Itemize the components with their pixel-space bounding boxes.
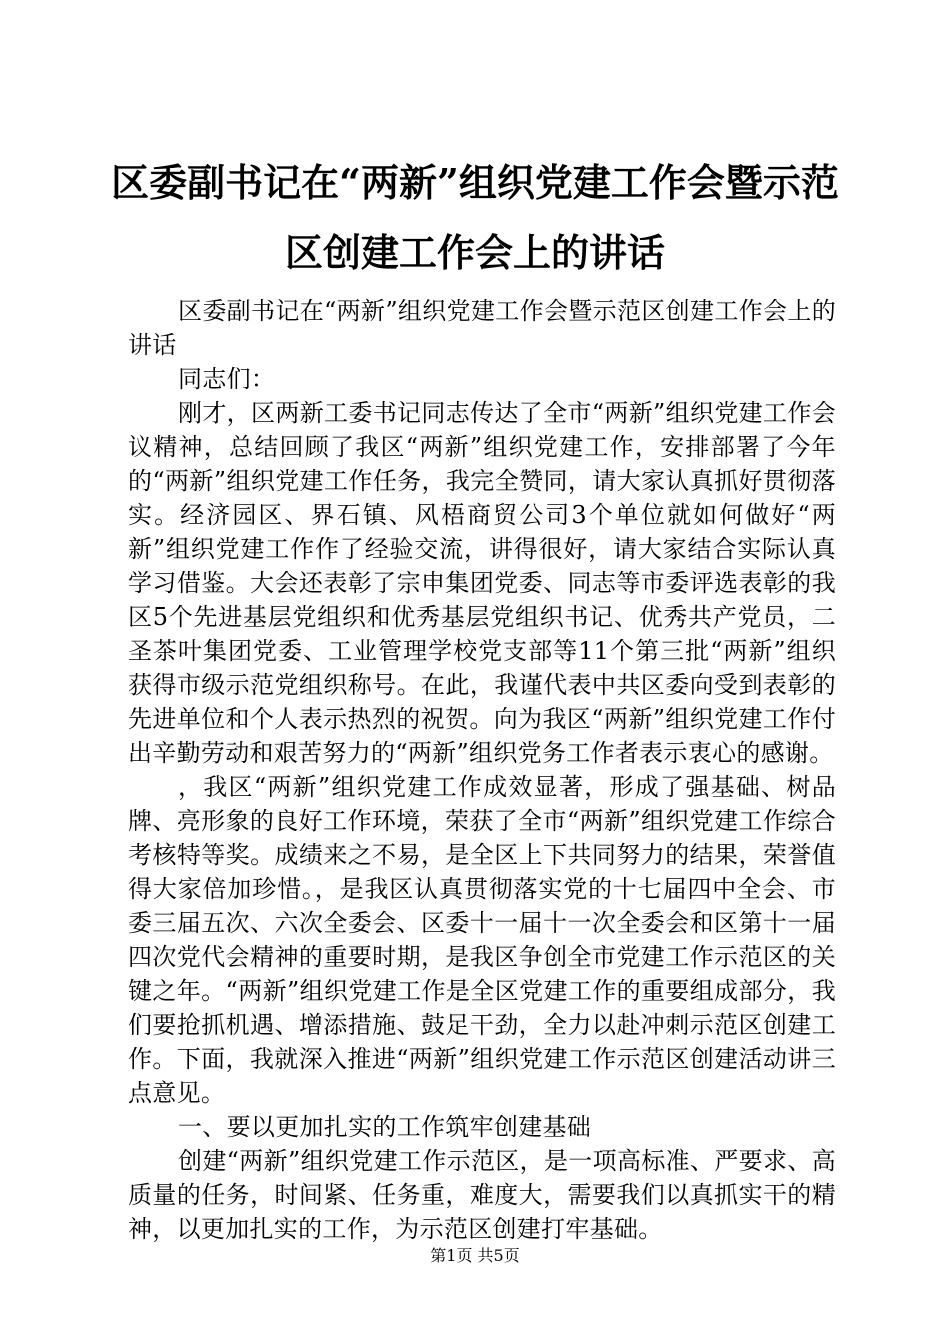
paragraph: 创建“两新”组织党建工作示范区，是一项高标准、严要求、高质量的任务，时间紧、任务重，难度大，需要我们以真抓实干的精神，以更加扎实的工作，为示范区创建打牢基础。 <box>128 1147 836 1243</box>
title-line-2: 区创建工作会上的讲话 <box>284 230 665 275</box>
document-body <box>128 294 836 1246</box>
paragraph-salutation: 同志们： <box>178 365 276 393</box>
section-heading: 一、要以更加扎实的工作筑牢创建基础 <box>178 1113 592 1141</box>
paragraph: ，我区“两新”组织党建工作成效显著，形成了强基础、树品牌、亮形象的良好工作环境，荣获了全市“两新”组织党建工作综合考核特等奖。成绩来之不易，是全区上下共同努力的结果，荣誉值得大家倍加珍惜。，是我区认真贯彻落实党的十七届四中全会、市委三届五次、六次全委会、区委十一届十一次全委会和区第十一届四次党代会精神的重要时期，是我区争创全市党建工作示范区的关键之年。“两新”组织党建工作是全区党建工作的重要组成部分，我们要抢抓机遇、增添措施、鼓足干劲，全力以赴冲刺示范区创建工作。下面，我就深入推进“两新”组织党建工作示范区创建活动讲三点意见。 <box>128 773 836 1107</box>
page-footer: 第1页 共5页 <box>430 1246 520 1265</box>
document-title <box>100 148 850 288</box>
paragraph-subtitle: 区委副书记在“两新”组织党建工作会暨示范区创建工作会上的讲话 <box>128 297 836 359</box>
paragraph: 刚才，区两新工委书记同志传达了全市“两新”组织党建工作会议精神，总结回顾了我区“两新”组织党建工作，安排部署了今年的“两新”组织党建工作任务，我完全赞同，请大家认真抓好贯彻落实。经济园区、界石镇、风梧商贸公司3个单位就如何做好“两新”组织党建工作作了经验交流，讲得很好，请大家结合实际认真学习借鉴。大会还表彰了宗申集团党委、同志等市委评选表彰的我区5个先进基层党组织和优秀基层党组织书记、优秀共产党员，二圣茶叶集团党委、工业管理学校党支部等11个第三批“两新”组织获得市级示范党组织称号。在此，我谨代表中共区委向受到表彰的先进单位和个人表示热烈的祝贺。向为我区“两新”组织党建工作付出辛勤劳动和艰苦努力的“两新”组织党务工作者表示衷心的感谢。 <box>128 399 836 767</box>
title-line-1: 区委副书记在“两新”组织党建工作会暨示范 <box>111 160 839 205</box>
